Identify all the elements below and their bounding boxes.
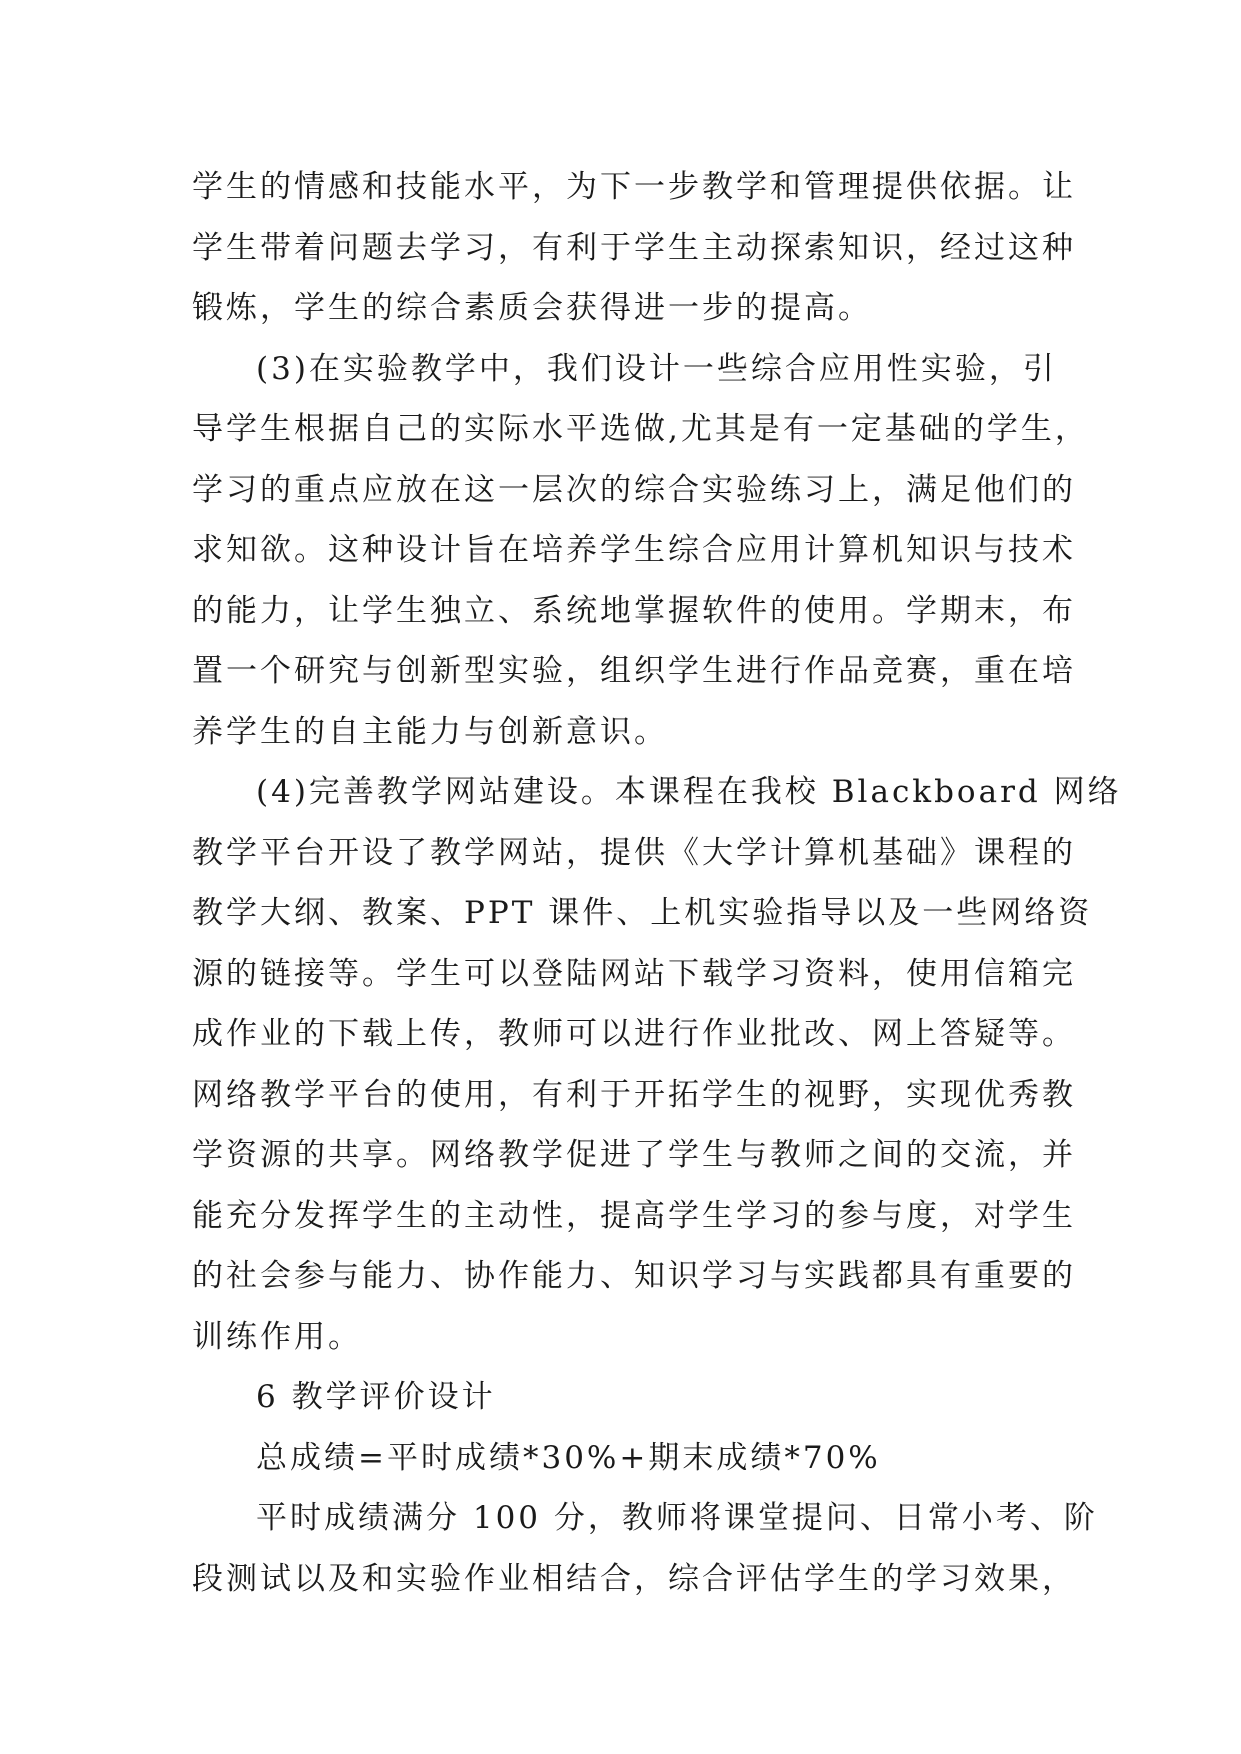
text-line: 训练作用。 [192, 1318, 362, 1355]
grade-formula: 总成绩=平时成绩*30%+期末成绩*70% [256, 1439, 881, 1476]
section-heading: 6 教学评价设计 [256, 1379, 496, 1415]
text-line: 教学大纲、教案、PPT 课件、上机实验指导以及一些网络资 [192, 895, 1093, 931]
body-text [192, 157, 1122, 1609]
text-line: 源的链接等。学生可以登陆网站下载学习资料，使用信箱完 [192, 955, 1076, 992]
text-line: 的社会参与能力、协作能力、知识学习与实践都具有重要的 [192, 1258, 1076, 1294]
text-line: 学资源的共享。网络教学促进了学生与教师之间的交流，并 [192, 1137, 1076, 1173]
text-line: 锻炼，学生的综合素质会获得进一步的提高。 [192, 290, 872, 326]
text-line: 学生的情感和技能水平，为下一步教学和管理提供依据。让 [192, 169, 1076, 205]
paragraph-3-start: (3)在实验教学中，我们设计一些综合应用性实验，引 [256, 350, 1057, 387]
text-line: 置一个研究与创新型实验，组织学生进行作品竞赛，重在培 [192, 653, 1076, 689]
paragraph-start: 平时成绩满分 100 分，教师将课堂提问、日常小考、阶 [256, 1500, 1098, 1536]
text-line: 学习的重点应放在这一层次的综合实验练习上，满足他们的 [192, 471, 1076, 508]
text-line: 段测试以及和实验作业相结合，综合评估学生的学习效果， [192, 1560, 1076, 1597]
text-line: 养学生的自主能力与创新意识。 [192, 713, 668, 750]
text-line: 导学生根据自己的实际水平选做,尤其是有一定基础的学生， [192, 411, 1089, 447]
text-line: 求知欲。这种设计旨在培养学生综合应用计算机知识与技术 [192, 532, 1076, 568]
paragraph-4-start: (4)完善教学网站建设。本课程在我校 Blackboard 网络 [256, 774, 1122, 810]
text-line: 网络教学平台的使用，有利于开拓学生的视野，实现优秀教 [192, 1076, 1076, 1113]
text-line: 能充分发挥学生的主动性，提高学生学习的参与度，对学生 [192, 1197, 1076, 1234]
text-line: 成作业的下载上传，教师可以进行作业批改、网上答疑等。 [192, 1016, 1076, 1052]
text-line: 教学平台开设了教学网站，提供《大学计算机基础》课程的 [192, 834, 1076, 871]
text-line: 的能力，让学生独立、系统地掌握软件的使用。学期末，布 [192, 592, 1076, 629]
text-line: 学生带着问题去学习，有利于学生主动探索知识，经过这种 [192, 229, 1076, 266]
